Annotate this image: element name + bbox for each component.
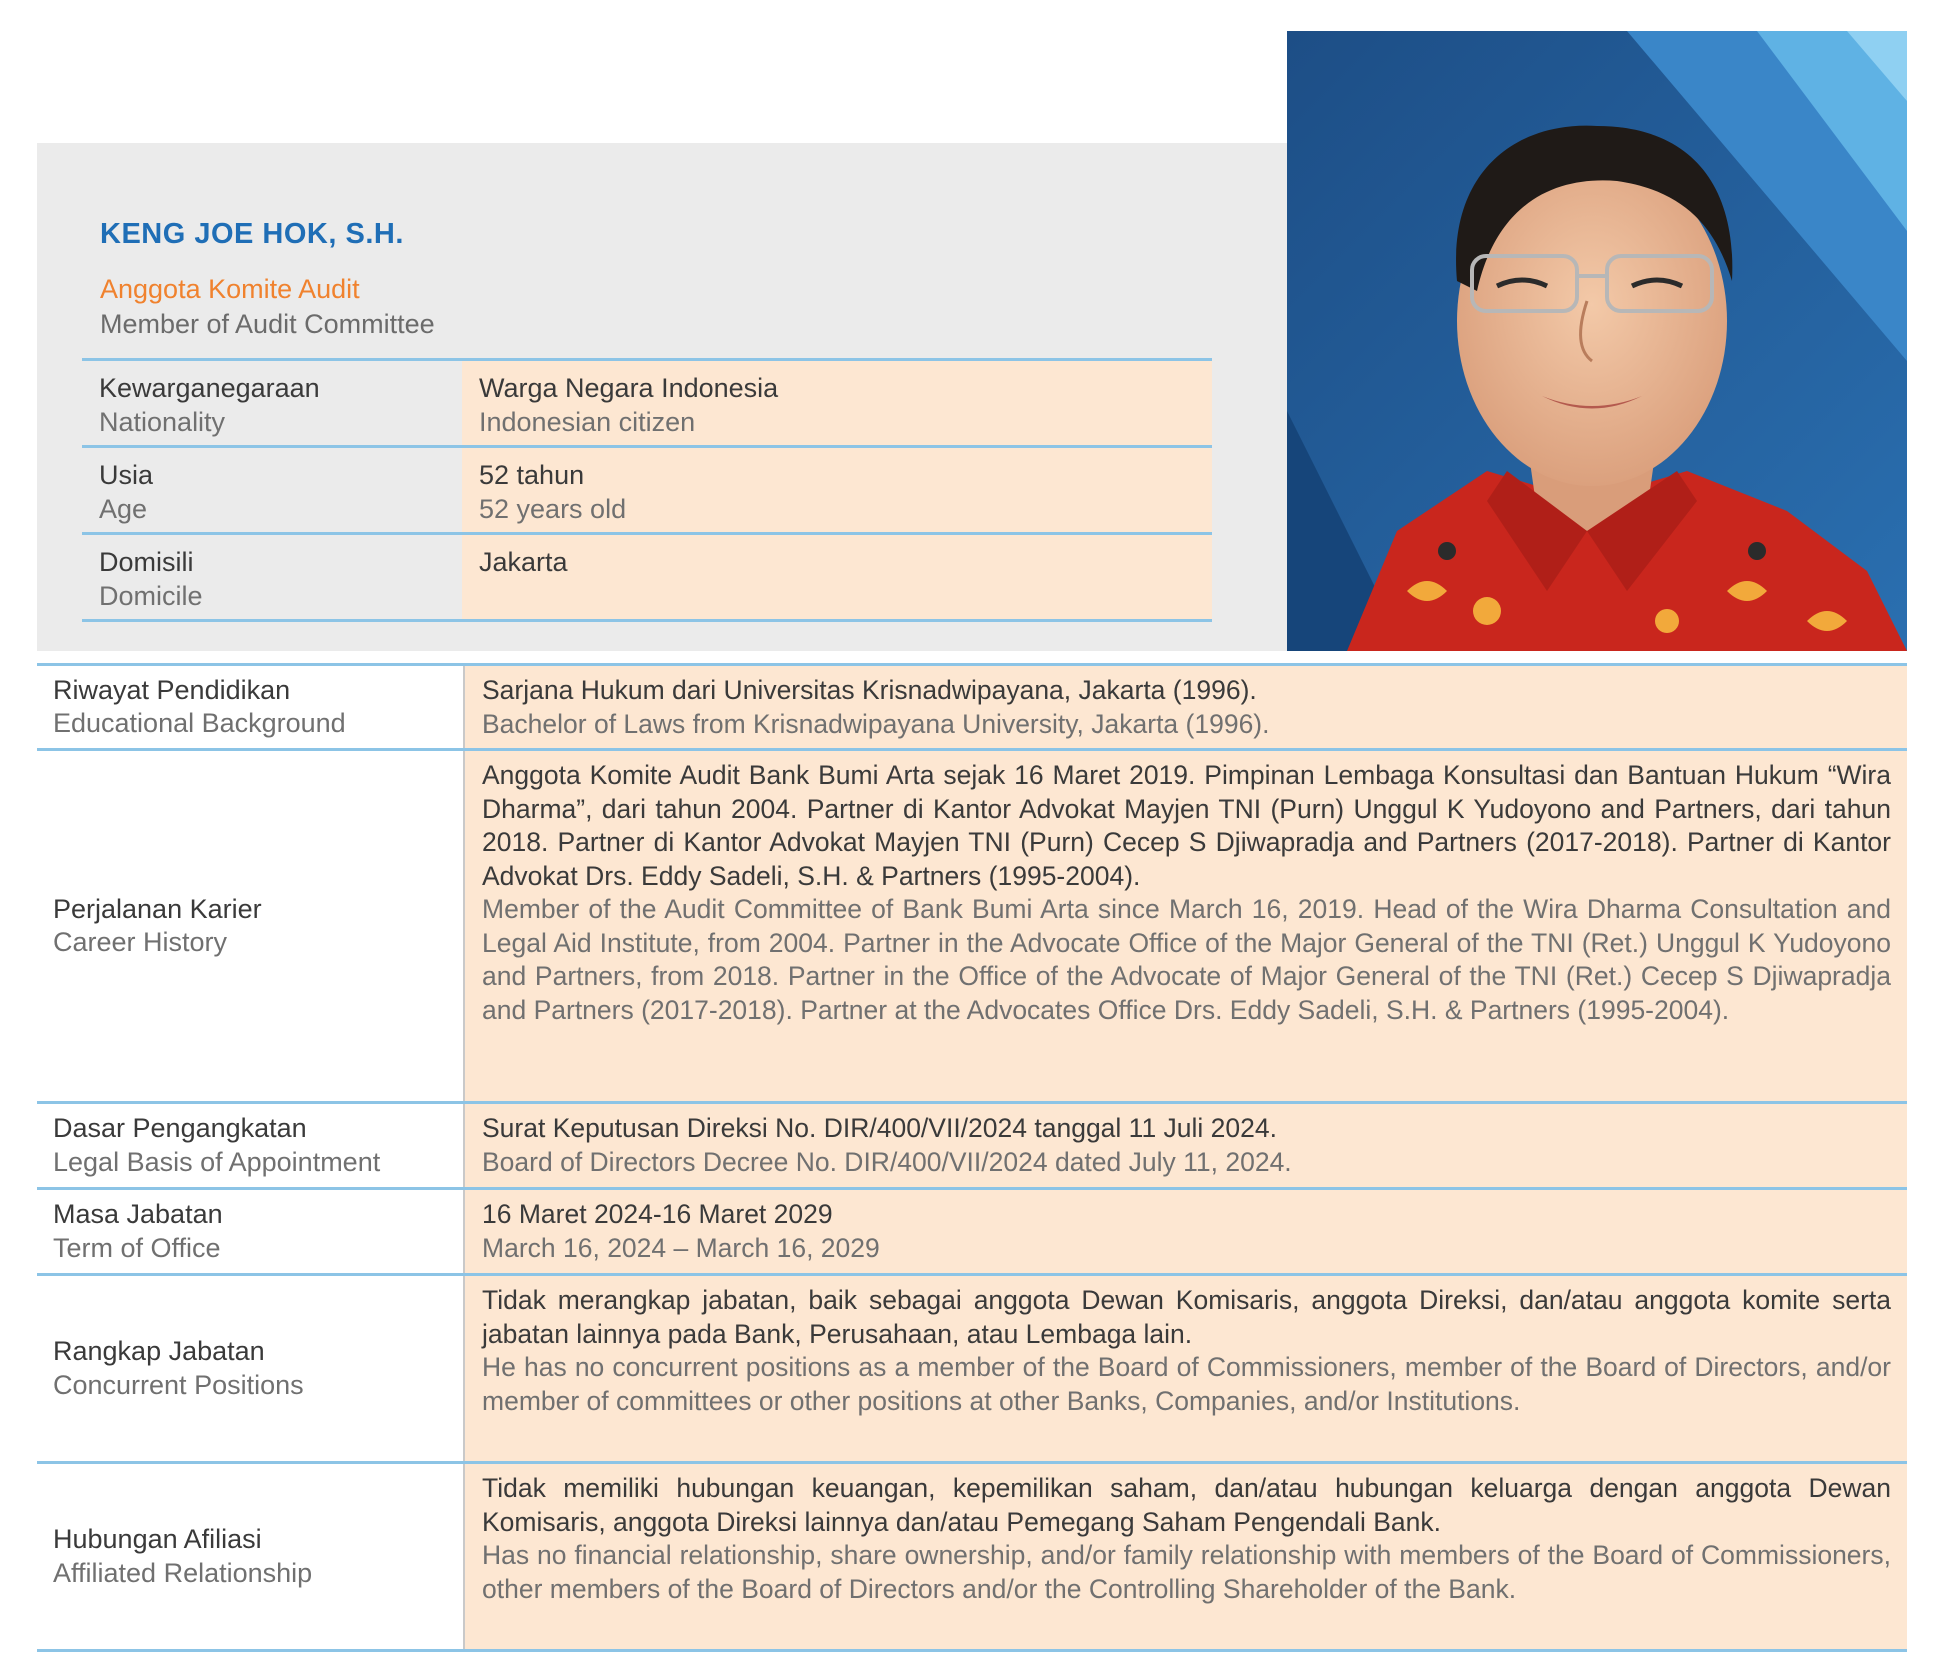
info-value-id: 52 tahun <box>479 460 585 490</box>
detail-value-en: He has no concurrent positions as a member of the Board of Commissioners, member of the Board of Directors, and/or member of committees or other positions at other Banks, Companies, and/or Institutions. <box>482 1352 1891 1416</box>
detail-label <box>37 1464 465 1649</box>
details-table <box>37 663 1907 1652</box>
detail-label-en: Educational Background <box>53 708 346 738</box>
detail-value <box>465 666 1907 748</box>
info-row-nationality <box>82 361 1212 448</box>
info-value <box>462 535 1212 619</box>
info-label <box>82 361 462 445</box>
detail-label-en: Concurrent Positions <box>53 1369 304 1400</box>
detail-label-id: Dasar Pengangkatan <box>53 1113 307 1143</box>
detail-label <box>37 666 465 748</box>
info-value <box>462 361 1212 445</box>
info-value-en: Indonesian citizen <box>479 407 696 437</box>
detail-value-en: Has no financial relationship, share ownership, and/or family relationship with members of the Board of Commissioners, other members of the Board of Directors and/or the Controlling Shareholder of the Bank. <box>482 1540 1891 1604</box>
info-label-id: Usia <box>99 460 154 490</box>
person-name: KENG JOE HOK, S.H. <box>100 218 404 250</box>
detail-value <box>465 1190 1907 1273</box>
detail-row-affiliation <box>37 1464 1907 1652</box>
portrait-photo <box>1287 31 1907 651</box>
info-value <box>462 448 1212 532</box>
detail-value-id: Tidak merangkap jabatan, baik sebagai anggota Dewan Komisaris, anggota Direksi, dan/atau anggota komite serta jabatan lainnya pada Bank, Perusahaan, atau Lembaga lain. <box>482 1285 1891 1349</box>
info-label <box>82 535 462 619</box>
detail-label-id: Riwayat Pendidikan <box>53 674 291 705</box>
detail-label <box>37 1104 465 1187</box>
detail-value-id: Sarjana Hukum dari Universitas Krisnadwipayana, Jakarta (1996). <box>482 675 1257 705</box>
detail-label-id: Rangkap Jabatan <box>53 1336 265 1366</box>
detail-value <box>465 1276 1907 1461</box>
role-title-indonesian: Anggota Komite Audit <box>100 274 360 304</box>
info-value-id: Jakarta <box>479 547 568 577</box>
detail-label-en: Term of Office <box>53 1232 221 1263</box>
role-title-english: Member of Audit Committee <box>100 309 435 339</box>
info-label-en: Age <box>99 494 148 524</box>
detail-value-en: Member of the Audit Committee of Bank Bumi Arta since March 16, 2019. Head of the Wira Dharma Consultation and Legal Aid Institute, from 2004. Partner in the Advocate Office of the Major General of the TNI (Ret.) Unggul K Yudoyono and Partners, from 2018. Partner in the Office of the Advocate of Major General of the TNI (Ret.) Cecep S Djiwapradja and Partners (2017-2018). Partner at the Advocates Office Drs. Eddy Sadeli, S.H. & Partners (1995-2004). <box>482 894 1891 1025</box>
detail-label-id: Perjalanan Karier <box>53 893 262 924</box>
detail-value-id: 16 Maret 2024-16 Maret 2029 <box>482 1199 833 1229</box>
detail-value-id: Anggota Komite Audit Bank Bumi Arta sejak 16 Maret 2019. Pimpinan Lembaga Konsultasi dan Bantuan Hukum “Wira Dharma”, dari tahun 2004. Partner di Kantor Advokat Mayjen TNI (Purn) Unggul K Yudoyono and Partners, dari tahun 2018. Partner di Kantor Advokat Mayjen TNI (Purn) Cecep S Djiwapradja and Partners (2017-2018). Partner di Kantor Advokat Drs. Eddy Sadeli, S.H. & Partners (1995-2004). <box>482 760 1891 891</box>
detail-label-en: Affiliated Relationship <box>53 1557 313 1588</box>
detail-value-en: Board of Directors Decree No. DIR/400/VII/2024 dated July 11, 2024. <box>482 1146 1292 1177</box>
info-label-en: Nationality <box>99 407 226 437</box>
detail-value-id: Surat Keputusan Direksi No. DIR/400/VII/2024 tanggal 11 Juli 2024. <box>482 1113 1277 1143</box>
detail-row-concurrent <box>37 1276 1907 1464</box>
detail-label-id: Hubungan Afiliasi <box>53 1524 262 1554</box>
info-label-id: Kewarganegaraan <box>99 373 320 403</box>
detail-row-education <box>37 666 1907 751</box>
info-label <box>82 448 462 532</box>
detail-value-en: Bachelor of Laws from Krisnadwipayana University, Jakarta (1996). <box>482 708 1270 739</box>
info-label-id: Domisili <box>99 547 194 577</box>
detail-label-id: Masa Jabatan <box>53 1199 223 1229</box>
personal-info-table <box>82 358 1212 622</box>
detail-label <box>37 751 465 1101</box>
detail-value-id: Tidak memiliki hubungan keuangan, kepemilikan saham, dan/atau hubungan keluarga dengan anggota Dewan Komisaris, anggota Direksi lainnya dan/atau Pemegang Saham Pengendali Bank. <box>482 1473 1891 1537</box>
detail-label-en: Legal Basis of Appointment <box>53 1146 381 1177</box>
detail-row-career <box>37 751 1907 1104</box>
info-value-id: Warga Negara Indonesia <box>479 373 779 403</box>
detail-row-legal-basis <box>37 1104 1907 1190</box>
detail-label <box>37 1190 465 1273</box>
detail-value-en: March 16, 2024 – March 16, 2029 <box>482 1232 880 1263</box>
detail-value <box>465 751 1907 1101</box>
detail-value <box>465 1104 1907 1187</box>
info-row-age <box>82 448 1212 535</box>
detail-value <box>465 1464 1907 1649</box>
detail-label <box>37 1276 465 1461</box>
info-label-en: Domicile <box>99 581 203 611</box>
detail-row-term <box>37 1190 1907 1276</box>
info-value-en: 52 years old <box>479 494 627 524</box>
detail-label-en: Career History <box>53 927 228 957</box>
info-row-domicile <box>82 535 1212 622</box>
